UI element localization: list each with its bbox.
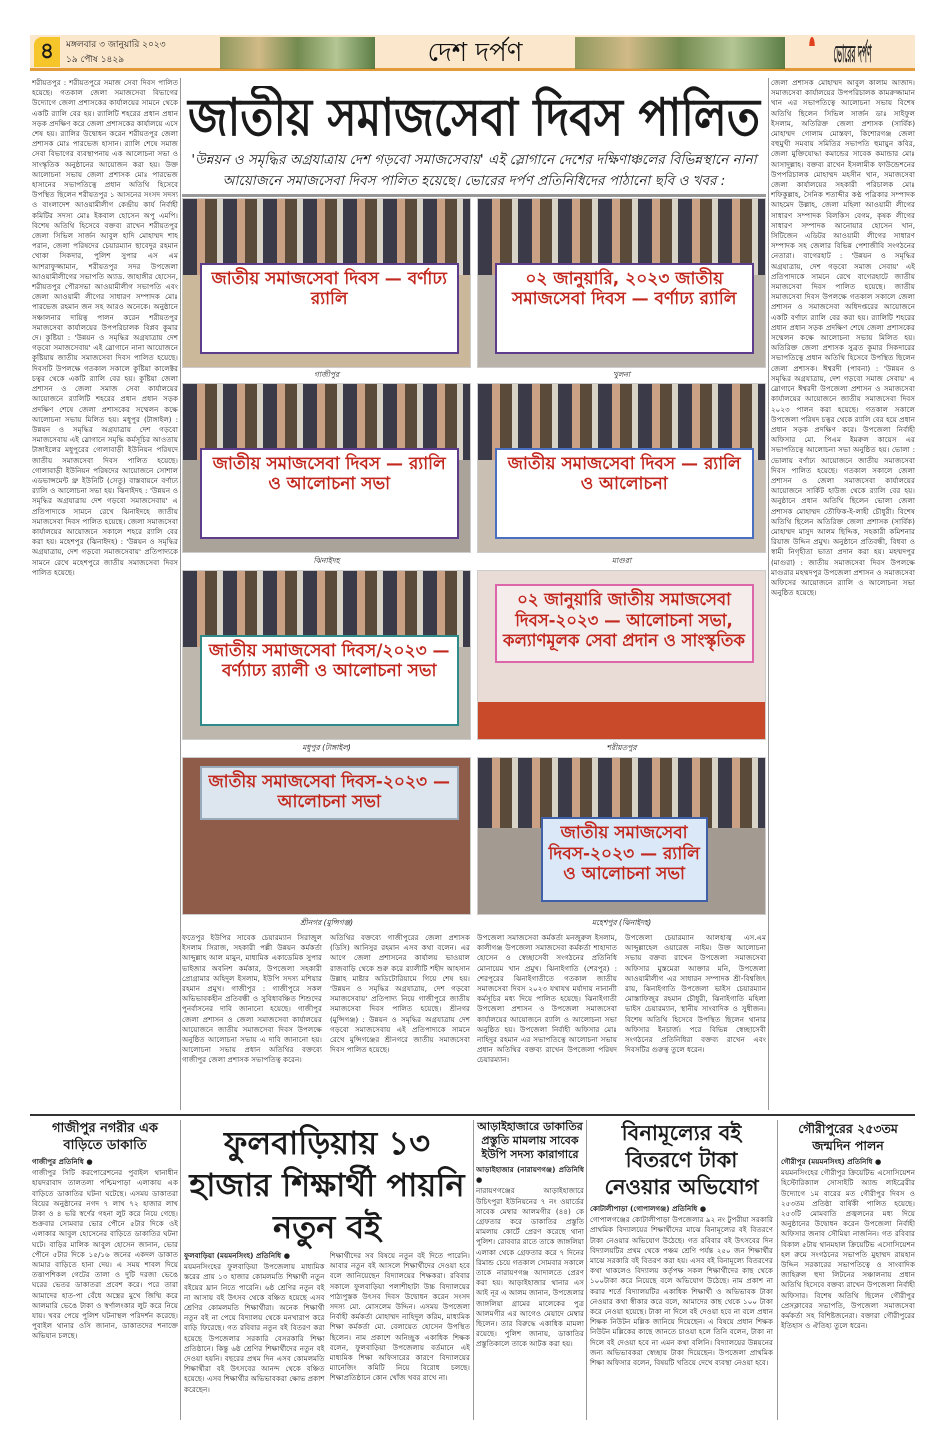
photo-sreenagar [182,757,471,915]
article-text: গাজীপুর সিটি করপোরেশনের পুবাইল থানাধীন হায়দরাবাদ তালতলা পশ্চিমপাড়া এলাকায় এক বাড়িতে ডাকাতির ঘটনা ঘটেছে। এসময় ডাকাতরা বিয়ের অনুষ্ঠানের নগদ ৭ লাখ ৭২ হাজার লাখ টাকা ও ৪ ভরি স্বর্ণের গহনা লুট করে নিয়ে গেছে। শুক্রবার সোমবার ভোর পৌনে ৫টার দিকে ওই এলাকার আবুল হোসেনের বাড়িতে ডাকাতির ঘটনা ঘটে। বাড়ির মালিক আবুল হোসেন জানান, ভোর পৌনে ৫টার দিকে ১৫/১৬ জনের একদল ডাকাত আমার বাড়িতে হানা দেয়। এ সময় শাবল দিয়ে তত্তাপশিকল গেটের তালা ও দুটি দরজা ভেঙে ঘরের ভেতর ডাকাতরা প্রবেশ করে। পরে তারা আমাদের হাত-পা বেঁধে অস্ত্রের মুখে জিম্মি করে আলমারি ভেঙে টাকা ও স্বর্ণালংকার লুট করে নিয়ে যায়। খবর পেয়ে পুলিশ ঘটনাস্থল পরিদর্শন করেছে। পুবাইল থানার ওসি জানান, ডাকাতদের শনাক্তে অভিযান চলছে। [32,1168,178,1341]
article-text: উপজেলা সমাজসেবা কর্মকর্তা মনজুরুল ইসলাম, কালীগঞ্জ উপজেলা সমাজসেবা কর্মকর্তা শাহাদাত হোসেন ও স্বেচ্ছাসেবী সংগঠনের প্রতিনিধি মোনায়েম খান প্রমুখ। ঝিনাইগাতি (শেরপুর) : শেরপুরের ঝিনাইগাতীতে গতকাল জাতীয় সমাজসেবা দিবস ২০২৩ যথাযথ মর্যাদায় নানানাী কর্মসূচির মধ্য দিয়ে পালিত হয়েছে। ঝিনাইগাতী উপজেলা প্রশাসন ও উপজেলা সমাজসেবা কার্যালয়ের আয়োজনে র‌্যালি ও আলোচনা সভা অনুষ্ঠিত হয়। উপজেলা নির্বাহী অফিসার মোঃ নাহিদুর রহমান এর সভাপতিত্বে আলোচনা সভায় প্রধান অতিথির বক্তব্য রাখেন উপজেলা পরিষদ চেয়ারম্যান। [477,933,617,1065]
gouripur-story [781,1120,915,1422]
article-text: অতিথির বক্তব্যে গাজীপুরের জেলা প্রশাসক (ডিসি) আনিসুর রহমান এসব কথা বলেন। এর আগে জেলা প্রশাসনের কার্যালয় ভাওয়াল রাজবাড়ি থেকে শুরু করে র‌্যালীটি শহীদ আহসান উল্লাহ মাষ্টার অডিটোরিয়ামে গিয়ে শেষ হয়। 'উন্নয়ন ও সমৃদ্ধির অগ্রযাত্রায়, দেশ গড়বো সমাজসেবায়' প্রতিপাদ্য নিয়ে গাজীপুরে জাতীয় সমাজসেবা দিবস পালিত হয়েছে। শ্রীনগর (মুন্সিগঞ্জ) : উন্নয়ন ও সমৃদ্ধির অগ্রযাত্রায় দেশ গড়বো সমাজসেবায় এই প্রতিপাদ্যকে সামনে রেখে মুন্সিগঞ্জের শ্রীনগরে জাতীয় সমাজসেবা দিবস পালিত হয়েছে। [330,933,470,1055]
banner [200,766,458,821]
binamullo-headline: বিনামূল্যের বই বিতরণে টাকা নেওয়ার অভিযোগ [604,1121,759,1199]
banner-text: জাতীয় সমাজসেবা দিবস/২০২৩ — বর্ণ্যাঢ্য র‌্যালী ও আলোচনা সভা [208,640,450,682]
byline: ফুলবাড়িয়া (ময়মনসিংহ) প্রতিনিধি ● [184,1251,290,1260]
photo-jhenaidah [182,383,471,553]
araihazar-headline: আড়াইহাজারে ডাকাতির প্রস্তুতি মামলায় সাবেক ইউপি সদস্য কারাগারে [477,1120,583,1161]
photo-caption: ঝিনাইদহ [313,556,340,565]
photo-caption: গাজীপুর [313,370,340,379]
lead-center-column-3 [477,933,617,1110]
banner [200,448,458,539]
column-divider [768,78,769,1110]
section-title [385,35,565,71]
page-number: ৪ [34,37,60,67]
fulbaria-body [184,1251,470,1422]
sun-logo-icon [809,37,815,46]
banner-text: ০২ জানুয়ারি জাতীয় সমাজসেবা দিবস-২০২৩ — আলোচনা সভা, কল্যাণমূলক সেবা প্রদান ও সাংস্কৃতিক [503,590,746,652]
photo-gazipur [182,198,471,368]
banner [495,448,753,539]
date-bengali [66,54,216,67]
banner-text: জাতীয় সমাজসেবা দিবস — র‌্যালি ও আলোচনা [507,453,741,495]
araihazar-article [476,1165,584,1422]
banner [495,584,753,663]
header-photo-strip-right [575,37,785,69]
gouripur-headline: গৌরীপুরের ২৫৩তম জন্মদিন পালন [798,1121,898,1153]
binamullo-story [590,1120,773,1422]
photo-caption: মাগুরা [611,556,632,565]
article-text: গোপালগঞ্জের কোটালীপাড়া উপজেলার ৯২ নং টুপরীয়া সরকারি প্রাথমিক বিদ্যালয়ের শিক্ষার্থীদের মাঝে বিনামূল্যের বই বিতরণে টাকা নেওয়ার অভিযোগ উঠেছে। গত রবিবার বই উৎসবের দিন বিদ্যালয়টির প্রথম থেকে পঞ্চম শ্রেণি পর্যন্ত ২৫০ জন শিক্ষার্থীর মাঝে সরকারি বই বিতরণ করা হয়। এসব বই বিনামূল্যে বিতরণের কথা থাকলেও বিদ্যালয় কর্তৃপক্ষ সকল শিক্ষার্থীদের কাছ থেকে ১০০টাকা করে নিয়েছে বলে অভিযোগ উঠেছে। নাম প্রকাশ না করার শর্তে বিদ্যালয়টির একাধিক শিক্ষার্থী ও অভিভাবক টাকা নেওয়ার কথা স্বীকার করে বলে, আমাদের কাছ থেকে ১০০ টাকা করে নেওয়া হয়েছে। টাকা না দিলে বই দেওয়া হবে না বলে প্রধান শিক্ষক নিউটন মল্লিক জানিয়ে দিয়েছেন। এ বিষয়ে প্রধান শিক্ষক নিউটন মল্লিকের কাছে জানতে চাওয়া হলে তিনি বলেন, টাকা না দিলে বই দেওয়া হবে না এমন কথা বলিনি। বিদ্যালয়ের উন্নয়নের জন্য অভিভাবকরা স্বেচ্ছায় টাকা দিয়েছেন। উপজেলা প্রাথমিক শিক্ষা অফিসার বলেন, বিষয়টি খতিয়ে দেখে ব্যবস্থা নেওয়া হবে। [590,1215,773,1368]
lead-subhead [182,150,766,192]
article-text: ফতেপুর ইউপির সাবেক চেয়ারম্যান সিরাজুল ইসলাম সিরাজ, সহকারী পল্লী উন্নয়ন কর্মকর্তা আব্দুল্লাহ আল মামুন, মাধ্যমিক একাডেমিক সুপার ভাইজার অবনিশ কর্মকার, উপজেলা সহকারী প্রোগ্রামার অহিদুল ইসলাম, ইউপি সদস্য মশিয়ার রহমান প্রমুখ। গাজীপুর : গাজীপুরে সকল অভিভাবকহীন প্রতিবন্ধী ও সুবিধাবঞ্চিত শিশুদের পুনর্বাসনের দাবি জানানো হয়েছে। গাজীপুর জেলা প্রশাসন ও জেলা সমাজসেবা কার্যালয়ের আয়োজনে জাতীয় সমাজসেবা দিবস উপলক্ষে অনুষ্ঠিত আলোচনা সভায় এ দাবি জানানো হয়। আলোচনা সভায় প্রধান অতিথির বক্তব্যে গাজীপুর জেলা প্রশাসক সভাপতিত্ব করেন। [182,933,322,1065]
photo-caption: মহেশপুর (ঝিনাইদহ) [591,918,652,927]
section-divider [30,1114,915,1116]
date-gregorian [66,39,216,52]
banner [200,263,458,354]
column-divider [180,1120,181,1420]
banner-text: ০২ জানুয়ারি, ২০২৩ জাতীয় সমাজসেবা দিবস — বর্ণাঢ্য র‌্যালি [512,268,737,310]
binamullo-article [590,1204,773,1422]
gazipur-headline: গাজীপুর নগরীর এক বাড়িতে ডাকাতি [52,1121,158,1153]
article-text: ময়মনসিংহের ফুলবাড়িয়া উপজেলায় মাধ্যমিক স্তরের প্রায় ১৩ হাজার কোমলমতি শিক্ষার্থী নতুন বইয়ের ঘ্রান নিতে পারেনি। ৬ষ্ঠ শ্রেণির নতুন বই না আসায় বই উৎসব থেকে বঞ্চিত হয়েছে এসব শ্রেণির কোমলমতি শিক্ষার্থীরা। অনেক শিক্ষার্থী নতুন বই না পেয়ে বিদ্যালয় থেকে মনখারাপ করে বাড়ি ফিরেছে। গত রবিবার নতুন বই বিতরণ করা হয়েছে উপজেলার সরকারি বেসরকারি শিক্ষা প্রতিষ্ঠানে। কিন্তু ৬ষ্ঠ শ্রেণির শিক্ষার্থীদের নতুন বই দেওয়া হয়নি। বছরের প্রথম দিন এসব কোমলমতি শিক্ষার্থীরা বই উৎসবের আনন্দ থেকে বঞ্চিত হয়েছে। এসব শিক্ষার্থীর অভিভাবকরা ক্ষোভ প্রকাশ করেছেন। [184,1262,325,1394]
header-photo-strip-left [220,37,375,69]
photo-caption: খুলনা [612,370,631,379]
byline: গৌরীপুর (ময়মনসিংহ) প্রতিনিধি ● [781,1157,882,1166]
article-text: শিক্ষার্থীদের সব বিষয়ে নতুন বই দিতে পারেনি। আবার নতুন বই আসলে শিক্ষার্থীদের দেওয়া হবে বলে জানিয়েছেন বিদ্যালয়ের শিক্ষকরা। রবিবার সকালে ফুলবাড়িয়া পলাশীহাটা উচ্চ বিদ্যালয়ের পাঠ্যপুস্তক উৎসব দিবস উদ্বোধন করেন সংসদ সদস্য মো. মোসলেম উদ্দিন। এসময় উপজেলা নির্বাহী কর্মকর্তা মোহাম্মদ নাহিদুল করিম, মাধ্যমিক শিক্ষা কর্মকর্তা মো. বেলায়েত হোসেন উপস্থিত ছিলেন। নাম প্রকাশে অনিচ্ছুক একাধিক শিক্ষক বলেন, ফুলবাড়িয়া উপজেলায় বর্তমানে এই মাধ্যমিক শিক্ষা অফিসারের কারণে বিদ্যালয়ের ম্যানেজিং কমিটি নিয়ে বিরোধ চলছে। শিক্ষাপ্রতিষ্ঠানে কোন খোঁজ খবর রাখে না। [329,1251,470,1383]
photo-maheshpur [477,757,766,915]
section-title-text: দেশ দর্পণ [427,38,523,68]
date-bengali-text: ১৯ পৌষ ১৪২৯ [66,55,125,65]
fulbaria-headline: ফুলবাড়িয়ায় ১৩ হাজার শিক্ষার্থী পায়নি নতুন বই [189,1124,465,1246]
gouripur-article [781,1157,915,1422]
banner [495,263,753,354]
banner-text: জাতীয় সমাজসেবা দিবস-২০২৩ — র‌্যালি ও আলোচনা সভা [548,823,700,885]
byline: কোটালীপাড়া (গোপালগঞ্জ) প্রতিনিধি ● [590,1204,707,1213]
lead-header-block [182,86,766,196]
fulbaria-story [184,1122,470,1422]
photo-caption: মধুপুর (টাঙ্গাইল) [302,743,351,752]
lead-center-column-4 [625,933,766,1110]
column-divider [777,1120,778,1420]
photo-khulna [477,198,766,368]
newspaper-logo [790,35,915,71]
article-text: জেলা প্রশাসক মোহাম্মদ আবুল কালাম আজাদ। সমাজসেবা কার্যালয়ের উপপরিচালক কামরুজ্জামান খান এর সভাপতিত্বে আলোচনা সভায় বিশেষ অতিথি ছিলেন সিভিল সার্জন ডাঃ সাইফুল ইসলাম, অতিরিক্ত জেলা প্রশাসক (সার্বিক) মোহাম্মদ গোলাম মোস্তফা, কিশোরগঞ্জ জেলা বহুমুখী সমবায় সমিতির সভাপতি হুমায়ুন কবির, জেলা মুক্তিযোদ্ধা কমান্ডের সাবেক কমান্ডার মোঃ আসাদুল্লাহ। বক্তব্য রাখেন ইসলামীক ফাউন্ডেশনের উপপরিচালক মোহাম্মদ মহসীন খান, সমাজসেবা জেলা কার্যালয়ের সহকারী পরিচালক মোঃ শফিকুল্লাহ, সৈনিক শতাব্দীর কণ্ঠ পত্রিকার সম্পাদক আহমেদ উল্লাহ, জেলা মহিলা আওয়ামী লীগের সাধারণ সম্পাদক বিলকিস বেগম, কৃষক লীগের সাধারণ সম্পাদক আনোয়ার হোসেন খান, সিটিজেন এডিটর আওয়ামী লীগের সাধারণ সম্পাদক সহ জেলার বিভিন্ন পেশাজীবি সংগঠনের নেতারা। বাগেরহাট : 'উন্নয়ন ও সমৃদ্ধির অগ্রযাত্রায়, দেশ গড়বো সমাজ সেবায়' এই প্রতিপাদ্যকে সামনে রেখে বাগেরহাটে জাতীয় সমাজসেবা দিবস পালিত হয়েছে। জাতীয় সমাজসেবা দিবস উপলক্ষে গতকাল সকালে জেলা প্রশাসন ও সমাজসেবা অধিদপ্তরের আয়োজনে একটি বর্ণাঢ্য র‌্যালি বের করা হয়। র‌্যালিটি শহরের প্রধান প্রধান সড়ক প্রদক্ষিণ শেষে জেলা প্রশাসকের সম্মেলন কক্ষে আলোচনা সভায় মিলিত হয়। অতিরিক্ত জেলা প্রশাসক সুব্রত কুমার সিকদারের সভাপতিত্বে প্রধান অতিথি হিসেবে উপস্থিত ছিলেন জেলা প্রশাসক। ঈশ্বরদী (পাবনা) : 'উন্নয়ন ও সমৃদ্ধির অগ্রযাত্রায়, দেশ গড়বো সমাজ সেবায়' এ স্লোগানে ঈশ্বরদী উপজেলা প্রশাসন ও সমাজসেবা কার্যালয়ের আয়োজনে জাতীয় সমাজসেবা দিবস ২০২৩ পালন করা হয়েছে। গতকাল সকালে উপজেলা পরিষদ চত্বর থেকে র‌্যালি বের হয়ে প্রধান প্রধান সড়ক প্রদক্ষিণ করে। উপজেলা নির্বাহী অফিসার মো. পিএম ইমরুল কায়েস এর সভাপতিত্বে আলোচনা সভা অনুষ্ঠিত হয়। ভোলা : ভোলায় বর্ণাঢ্য আয়োজনে জাতীয় সমাজসেবা দিবস পালিত হয়েছে। গতকাল সকালে জেলা প্রশাসন ও জেলা সমাজসেবা কার্যালয়ের আয়োজনে সার্কিট হাউজ থেকে র‌্যালি বের হয়। অনুষ্ঠানে প্রধান অতিথি ছিলেন ভোলা জেলা প্রশাসক মোহাম্মদ তৌফিক-ই-লাহী চৌধুরী। বিশেষ অতিথি ছিলেন অতিরিক্ত জেলা প্রশাসক (সার্বিক) মোহাম্মদ মাসুদ আলম ছিদ্দিক, সহকারী কমিশনার রিয়াজ উদ্দিন প্রমুখ। অনুষ্ঠানে প্রতিবন্ধী, বিধবা ও স্বামী নিগৃহীতা ভাতা প্রদান করা হয়। মহম্মদপুর (মাগুরা) : জাতীয় সমাজসেবা দিবস উপলক্ষে মাগুরার মহম্মদপুর উপজেলা প্রশাসন ও সমাজসেবা অফিসের আয়োজনে র‌্যালি ও আলোচনা সভা অনুষ্ঠিত হয়েছে। [771,78,915,598]
article-text: শরীয়তপুর : শরীয়তপুরে সমাজ সেবা দিবস পালিত হয়েছে। গতকাল জেলা সমাজসেবা বিভাগের উদ্যোগে জেলা প্রশাসকের কার্যালয়ের সামনে থেকে একটি র‌্যালি বের হয়। র‌্যালিটি শহরের প্রধান প্রধান সড়ক প্রদক্ষিণ করে জেলা প্রশাসকের কার্যালয়ে এসে শেষ হয়। র‌্যালির উদ্বোধন করেন শরীয়তপুর জেলা প্রশাসক মোঃ পারভেজ হাসান। র‌্যালি শেষে সমাজ সেবা বিভাগের ব্যবস্থাপনায় এক আলোচনা সভা ও সাংস্কৃতিক অনুষ্ঠানের আয়োজন করা হয়। উক্ত আলোচনা সভায় জেলা প্রশাসক মোঃ পারভেজ হাসানের সভাপতিত্বে প্রধান অতিথি হিসেবে উপস্থিত ছিলেন শরীয়তপুর ১ আসনের সংসদ সদস্য ও বাংলাদেশ আওয়ামীলীগ কেন্দ্রীয় কার্য নির্বাহী কমিটির সদস্য মোঃ ইকবাল হোসেন অপু এমপি। বিশেষ অতিথি হিসেবে বক্তব্য রাখেন শরীয়তপুর জেলা সিভিল সার্জন আবুল হাদি মোহাম্মদ শাহ পরান, জেলা পরিষদের চেয়ারম্যান ছাবেদুর রহমান খোকা সিকদার, পুলিশ সুপার এস এম আশরাফুজ্জামান, শরীয়তপুর সদর উপজেলা আওয়ামীলীগের সভাপতি অ্যাড. জাহাঙ্গীর হোসেন, শরীয়তপুর পৌরসভা আওয়ামীলীগ সভাপতি এবং জেলা আওয়ামী লীগের সাধারণ সম্পাদক মোঃ পারভেজ রহমান জন সহ আরও অনেকে। অনুষ্ঠানে সঞ্চালনার দায়িত্ব পালন করেন শরীয়তপুর সমাজসেবা কার্যালয়ের উপপরিচালক বিপ্লব কুমার দে। কুষ্টিয়া : 'উন্নয়ন ও সমৃদ্ধির অগ্রযাত্রায় দেশ গড়বো সমাজসেবায়' এই স্লোগানে নানা আয়োজনে কুষ্টিয়ায় জাতীয় সমাজসেবা দিবস পালিত হয়েছে। দিবসটি উপলক্ষে গতকাল সকালে কুষ্টিয়া কালেক্টর চত্বর থেকে একটি র‌্যালি বের হয়। কুষ্টিয়া জেলা প্রশাসন ও জেলা সমাজ সেবা কার্যালয়ের আয়োজনে র‌্যালিটি শহরের প্রধান প্রধান সড়ক প্রদক্ষিণ শেষে জেলা প্রশাসকের সম্মেলন কক্ষে আলোচনা সভায় মিলিত হয়। মধুপুর (টাঙ্গাইল) : উন্নয়ন ও সমৃদ্ধির অগ্রযাত্রায় দেশ গড়বো সমাজসেবায় এই স্লোগানে সমৃদ্ধি কর্মসূচির আওতায় টাঙ্গাইলের মধুপুরের গোলাবাড়ী ইউনিয়ন পরিষদে জাতীয় সমাজসেবা দিবস পালিত হয়েছে। গোলাবাড়ী ইউনিয়ন পরিষদের আয়োজনে সোশাল এডভান্সমেন্ট থ্রু ইউনিটি (সেতু) বাস্তবায়নে বর্ণাঢ্য র‌্যালি ও আলোচনা সভা হয়। ঝিনাইদহ : 'উন্নয়ন ও সমৃদ্ধির অগ্রযাত্রায় দেশ গড়বো সমাজসেবায়' এ প্রতিপাদ্যকে সামনে রেখে ঝিনাইদহে জাতীয় সমাজসেবা দিবস পালিত হয়েছে। জেলা সমাজসেবা কার্যালয়ের আয়োজনে সকালে শহরে র‌্যালি বের করা হয়। মহেশপুর (ঝিনাইদহ) : 'উন্নয়ন ও সমৃদ্ধির অগ্রযাত্রায়, দেশ গড়বো সমাজসেবায়' প্রতিপাদ্যকে সামনে রেখে মহেশপুরে জাতীয় সমাজসেবা দিবস পালিত হয়েছে। [32,78,178,577]
column-divider [180,78,181,1110]
photo-madhupur [182,570,471,740]
photo-caption: শ্রীনগর (মুন্সিগঞ্জ) [299,918,354,927]
banner-text: জাতীয় সমাজসেবা দিবস — র‌্যালি ও আলোচনা সভা [212,453,446,495]
divider [182,194,766,197]
lead-headline [182,86,766,150]
lead-center-column-2 [330,933,470,1110]
banner [200,635,458,726]
article-text: ময়মনসিংহের গৌরীপুর ক্রিয়েটিভ এসোসিয়েশন হিস্টোরিক্যাল সোসাইটি অ্যান্ড লাইব্রেরীর উদ্যোগে ১ম বারের মত গৌরীপুর দিবস ও ২৫৩তম প্রতিষ্ঠা বার্ষিকী পালিত হয়েছে। ২৫৩টি মোমবাতি প্রজ্বলনের মধ্য দিয়ে অনুষ্ঠানের উদ্বোধন করেন উপজেলা নির্বাহী অফিসার জনাব সৌমিয়া নাজনিন। গত রবিবার বিকাল ৫টায় থানমহাল ক্রিয়েটিভ এসোসিয়েশন হল রুমে সংগঠনের সভাপতি মুহাম্মদ রায়হান উদ্দিন সরকারের সভাপতিত্বে ও সাংবাদিক জাহিরুল হুদা লিটনের সঞ্চালনায় প্রধান অতিথি হিসেবে বক্তব্য রাখেন উপজেলা নির্বাহী অফিসার। বিশেষ অতিথি ছিলেন গৌরীপুর প্রেসক্লাবের সভাপতি, উপজেলা সমাজসেবা কর্মকর্তা সহ বিশিষ্টজনেরা। বক্তারা গৌরীপুরের ইতিহাস ও ঐতিহ্য তুলে ধরেন। [781,1168,915,1331]
column-divider [586,1120,587,1420]
byline: আড়াইহাজার (নারায়ণগঞ্জ) প্রতিনিধি ● [476,1165,584,1185]
lead-right-column [771,78,915,1110]
photo-magura [477,383,766,553]
banner [541,817,707,901]
lead-headline-text: জাতীয় সমাজসেবা দিবস পালিত [187,88,761,148]
logo-text: ভোরের দর্পণ [833,40,872,68]
byline: গাজীপুর প্রতিনিধি ● [32,1157,93,1166]
lead-subhead-text: 'উন্নয়ন ও সমৃদ্ধির অগ্রযাত্রায় দেশ গড়বো সমাজসেবায়' এই স্লোগানে দেশের দক্ষিণাঞ্চলের বিভিন্নস্থানে নানা আয়োজনে সমাজসেবা দিবস পালিত হয়েছে। ভোরের দর্পণ প্রতিনিধিদের পাঠানো ছবি ও খবর : [191,152,757,189]
fulbaria-article-col2 [330,1251,471,1422]
stage-carpet [478,702,765,739]
column-divider [473,1120,474,1420]
photo-shariatpur [477,570,766,740]
lead-left-column [32,78,178,1110]
article-text: উপজেলা চেয়ারম্যান আলহাজ্ব এস.এম আব্দুল্লাহেল ওয়ারেজ নাইম। উক্ত আলোচনা সভায় বক্তব্য রাখেন উপজেলা সমাজসেবা অফিসার মুস্তমেরা আক্তার মনি, উপজেলা আওয়ামীলীগ এর সাধারন সম্পাদক শ্রী-বিশ্বজিৎ রায়, ঝিনাইগাতি উপজেলা ভাইস চেয়ারম্যান মোস্তাফিজুর রহমান চৌধুরী, ঝিনাইগাতি মহিলা ভাইস চেয়ারম্যান, স্থানীয় সাংবাদিক ও সুধীজন। বিশেষ অতিথি হিসেবে উপস্থিত ছিলেন থানার অফিসার ইনচার্জ। পরে বিভিন্ন স্বেচ্ছাসেবী সংগঠনের প্রতিনিধিরা বক্তব্য রাখেন এবং দিবসটির গুরুত্ব তুলে ধরেন। [625,933,766,1055]
lead-center-column-1 [182,933,322,1110]
gazipur-article [32,1157,178,1422]
photo-caption: শরীয়তপুর [606,743,637,752]
araihazar-story [476,1120,584,1422]
banner-text: জাতীয় সমাজসেবা দিবস-২০২৩ — আলোচনা সভা [208,771,450,813]
gazipur-story [32,1120,178,1422]
fulbaria-article-col1 [184,1251,325,1422]
page-header [30,35,915,71]
date-gregorian-text: মঙ্গলবার ৩ জানুয়ারি ২০২৩ [66,40,166,50]
banner-text: জাতীয় সমাজসেবা দিবস — বর্ণাঢ্য র‌্যালি [211,268,447,310]
article-text: নারায়ণগঞ্জের আড়াইহাজারে উচিৎপুরা ইউনিয়নের ৭ নং ওয়ার্ডের সাবেক মেম্বার আলমগীর (৪৪) কে গ্রেফতার করে ডাকাতির প্রস্তুতি মামলায় কোর্টে প্রেরণ করেছে থানা পুলিশ। রোববার রাতে তাকে জাঙ্গলিয়া এলাকা থেকে গ্রেফতার করে ৭ দিনের রিমান্ড চেয়ে গতকাল সোমবার সকালে তাকে নারায়ণগঞ্জ আদালতে প্রেরণ করা হয়। আড়াইহাজার থানার এস আই নূর এ আলম জানান, উপজেলার জাঙ্গলিয়া গ্রামের মালেকের পুত্র আলমগীর এর আগেও মেয়াদে মেম্বার ছিলেন। তার বিরুদ্ধে একাধিক মামলা রয়েছে। পুলিশ জানায়, ডাকাতির প্রস্তুতিকালে তাকে আটক করা হয়। [476,1186,584,1349]
